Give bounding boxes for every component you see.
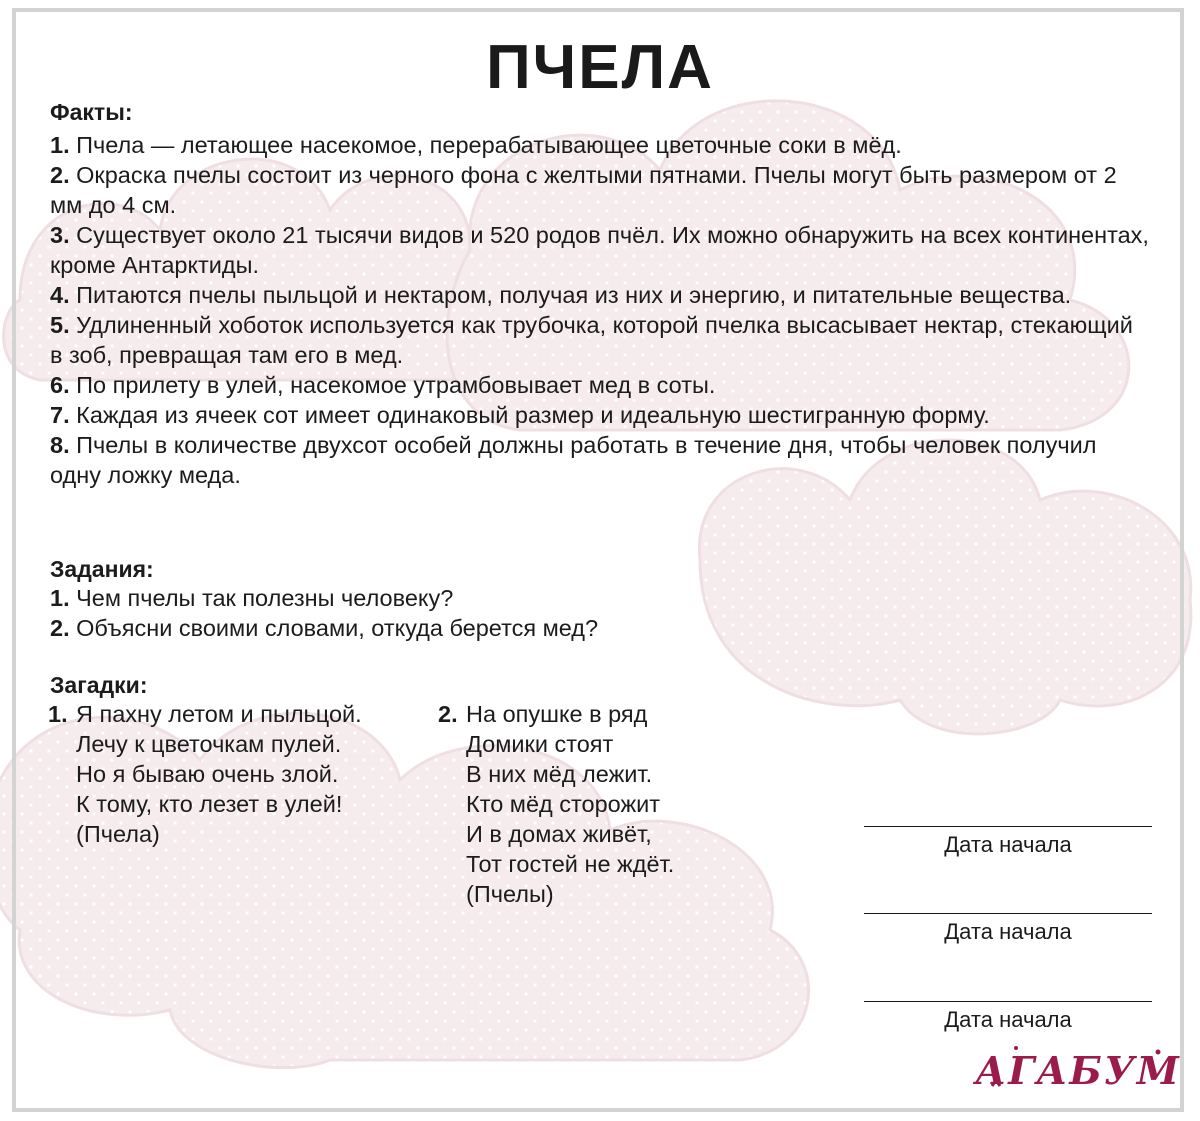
riddle-line: (Пчела) [76,821,160,847]
fact-item [50,310,1150,370]
riddle-line: На опушке в ряд [466,701,648,727]
fact-number: 7. [50,402,70,428]
riddle-line: Кто мёд сторожит [466,791,661,817]
fact-text: Удлиненный хоботок используется как трубочка, которой пчелка высасывает нектар, стекающий в зоб, превращая там его в мед. [50,312,1133,368]
fact-text: Питаются пчелы пыльцой и нектаром, получая из них и энергию, и питательные вещества. [69,282,1072,308]
riddle-line: Лечу к цветочкам пулей. [76,731,342,757]
start-date-field[interactable] [864,913,1152,946]
riddle-line: Домики стоят [466,731,614,757]
fact-item [50,160,1150,220]
fact-text: Существует около 21 тысячи видов и 520 родов пчёл. Их можно обнаружить на всех континентах, кроме Антарктиды. [50,222,1149,278]
riddle-number: 2. [438,701,458,727]
date-label: Дата начала [944,919,1072,944]
riddle-line: Тот гостей не ждёт. [466,851,675,877]
riddle-line: (Пчелы) [466,881,554,907]
task-item [50,613,1150,643]
riddle-line: И в домах живёт, [466,821,652,847]
riddles-heading: Загадки: [50,672,148,698]
agabum-logo [975,1040,1181,1096]
tasks-list [50,583,1150,643]
task-text: Объясни своими словами, откуда берется мед? [69,615,599,641]
page-title: ПЧЕЛА [486,33,714,102]
fact-number: 5. [50,312,70,338]
start-date-field[interactable] [864,1001,1152,1034]
fact-text: Окраска пчелы состоит из черного фона с желтыми пятнами. Пчелы могут быть размером от 2 мм до 4 см. [50,162,1117,218]
riddle-line: К тому, кто лезет в улей! [76,791,343,817]
fact-item [50,220,1150,280]
fact-item [50,130,1150,160]
fact-text: Пчела — летающее насекомое, перерабатывающее цветочные соки в мёд. [69,132,902,158]
riddle-line: Но я бываю очень злой. [76,761,339,787]
fact-number: 1. [50,132,70,158]
riddle-line: Я пахну летом и пыльцой. [76,701,362,727]
logo-wordmark: АГАБУМ [975,1048,1181,1093]
fact-number: 8. [50,432,70,458]
task-item [50,583,1150,613]
facts-list [50,130,1150,490]
facts-heading: Факты: [50,99,133,125]
date-label: Дата начала [944,1007,1072,1032]
fact-text: Каждая из ячеек сот имеет одинаковый размер и идеальную шестигранную форму. [69,402,990,428]
task-number: 1. [50,585,70,611]
riddle-line: В них мёд лежит. [466,761,653,787]
date-underline [864,913,1152,914]
date-underline [864,1001,1152,1002]
tasks-heading: Задания: [50,556,154,582]
fact-text: Пчелы в количестве двухсот особей должны работать в течение дня, чтобы человек получил одну ложку меда. [50,432,1097,488]
fact-item [50,370,1150,400]
date-underline [864,826,1152,827]
task-text: Чем пчелы так полезны человеку? [69,585,454,611]
task-number: 2. [50,615,70,641]
fact-text: По прилету в улей, насекомое утрамбовывает мед в соты. [69,372,716,398]
riddle-second [438,699,674,909]
riddle-first [48,699,362,849]
riddle-number: 1. [48,701,68,727]
fact-number: 6. [50,372,70,398]
fact-item [50,430,1150,490]
fact-number: 2. [50,162,70,188]
fact-number: 3. [50,222,70,248]
fact-number: 4. [50,282,70,308]
start-date-field[interactable] [864,826,1152,859]
fact-item [50,400,1150,430]
date-label: Дата начала [944,832,1072,857]
fact-item [50,280,1150,310]
